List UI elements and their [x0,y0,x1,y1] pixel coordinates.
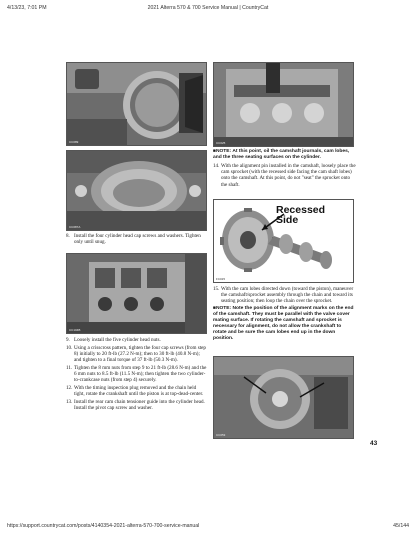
print-timestamp: 4/13/23, 7:01 PM [7,5,47,11]
step-number: 13. [66,398,73,405]
step-number: 10. [66,344,73,351]
figure-code: CC025 [216,141,226,145]
step-text: With the alignment pin installed in the camshaft, loosely place the cam sprocket (with the recessed side facing the cam shaft lobes) onto the camshaft. At this point, do not "seat" the sprocket onto the shaft. [221,163,356,188]
step-15 [213,286,356,305]
step-text: Tighten the 8 mm nuts from step 9 to 21 ft-lb (28.6 N-m) and the 6 mm nuts to 8.5 ft-lb (11.5 N-m); then tighten the two cylinder-to-crankcase nuts (from step 4) securely. [74,364,207,384]
step-number: 14. [213,163,220,169]
photo-alignment-marks-graphic [214,357,354,439]
note-oil-camshaft: ■NOTE: At this point, oil the camshaft journals, cam lobes, and the three seating surfaces on the cylinder. [213,149,350,160]
step-number: 8. [66,233,70,239]
photo-cylinder-head-nuts [66,253,207,334]
step-8 [66,233,208,247]
figure-code: FC015 [216,277,226,281]
right-text-top [213,149,356,189]
figure-code: CC104B [69,328,81,332]
photo-alignment-marks [213,356,354,439]
photo-cylinder-head-install-graphic [67,63,207,146]
step-text: With the cam lobes directed down (toward the piston), maneuver the camshaft/sprocket assembly through the chain and toward its seating position; then loop the chain over the sprocket. [221,286,354,305]
document-title: 2021 Alterra 570 & 700 Service Manual | CountryCat [147,5,269,11]
recessed-label-line1: Recessed [276,204,326,216]
step-number: 15. [213,286,220,292]
figure-code: CC089 [69,140,79,144]
right-text-bottom [213,286,356,344]
step-number: 9. [66,337,70,343]
photo-camshaft-journals [213,62,354,147]
figure-code: CC053 [216,433,226,437]
photo-cylinder-cap-screws [66,150,207,231]
page-counter: 45/144 [393,523,409,529]
step-number: 11. [66,364,73,371]
step-10 [66,345,208,364]
figure-code: CC087A [69,225,81,229]
photo-cam-sprocket-recessed [213,199,354,283]
recessed-label-line2: Side [276,214,299,226]
page-url: https://support.countrycat.com/posts/4140354-2021-alterra-570-700-service-manual [7,523,200,529]
step-11 [66,365,208,384]
photo-camshaft-journals-graphic [214,63,354,147]
step-text: With the timing inspection plug removed and the chain held tight, rotate the crankshaft until the piston is at top-dead-center. [74,384,204,398]
step-text: Loosely install the five cylinder head nuts. [74,337,161,343]
note-alignment-marks: ■NOTE: Note the position of the alignment marks on the end of the camshaft. They must be parallel with the valve cover mating surface. If rotating the camshaft and sprocket is necessary for alignment, do not allow the crankshaft to rotate and be sure the cam lobes end up in the down position. [213,306,354,342]
step-text: Install the rear cam chain tensioner guide into the cylinder head. Install the pivot cap screw and washer. [74,398,205,412]
page-number: 43 [370,440,378,447]
step-text: Using a crisscross pattern, tighten the four cap screws (from step 8) initially to 20 ft-lb (27.2 N-m); then to 30 ft-lb (40.8 N-m); and tighten to a final torque of 37 ft-lb (50.3 N-m). [74,344,206,364]
step-12 [66,385,208,397]
step-14 [213,163,356,188]
step-9 [66,337,208,343]
photo-cylinder-cap-screws-graphic [67,151,207,231]
step-number: 12. [66,384,73,391]
photo-cylinder-head-install [66,62,207,146]
step-13 [66,399,208,411]
step-text: Install the four cylinder head cap screws and washers. Tighten only until snug. [74,233,201,246]
left-steps-9-13 [66,337,208,413]
photo-cylinder-head-nuts-graphic [67,254,207,334]
recessed-side-label [276,205,325,225]
